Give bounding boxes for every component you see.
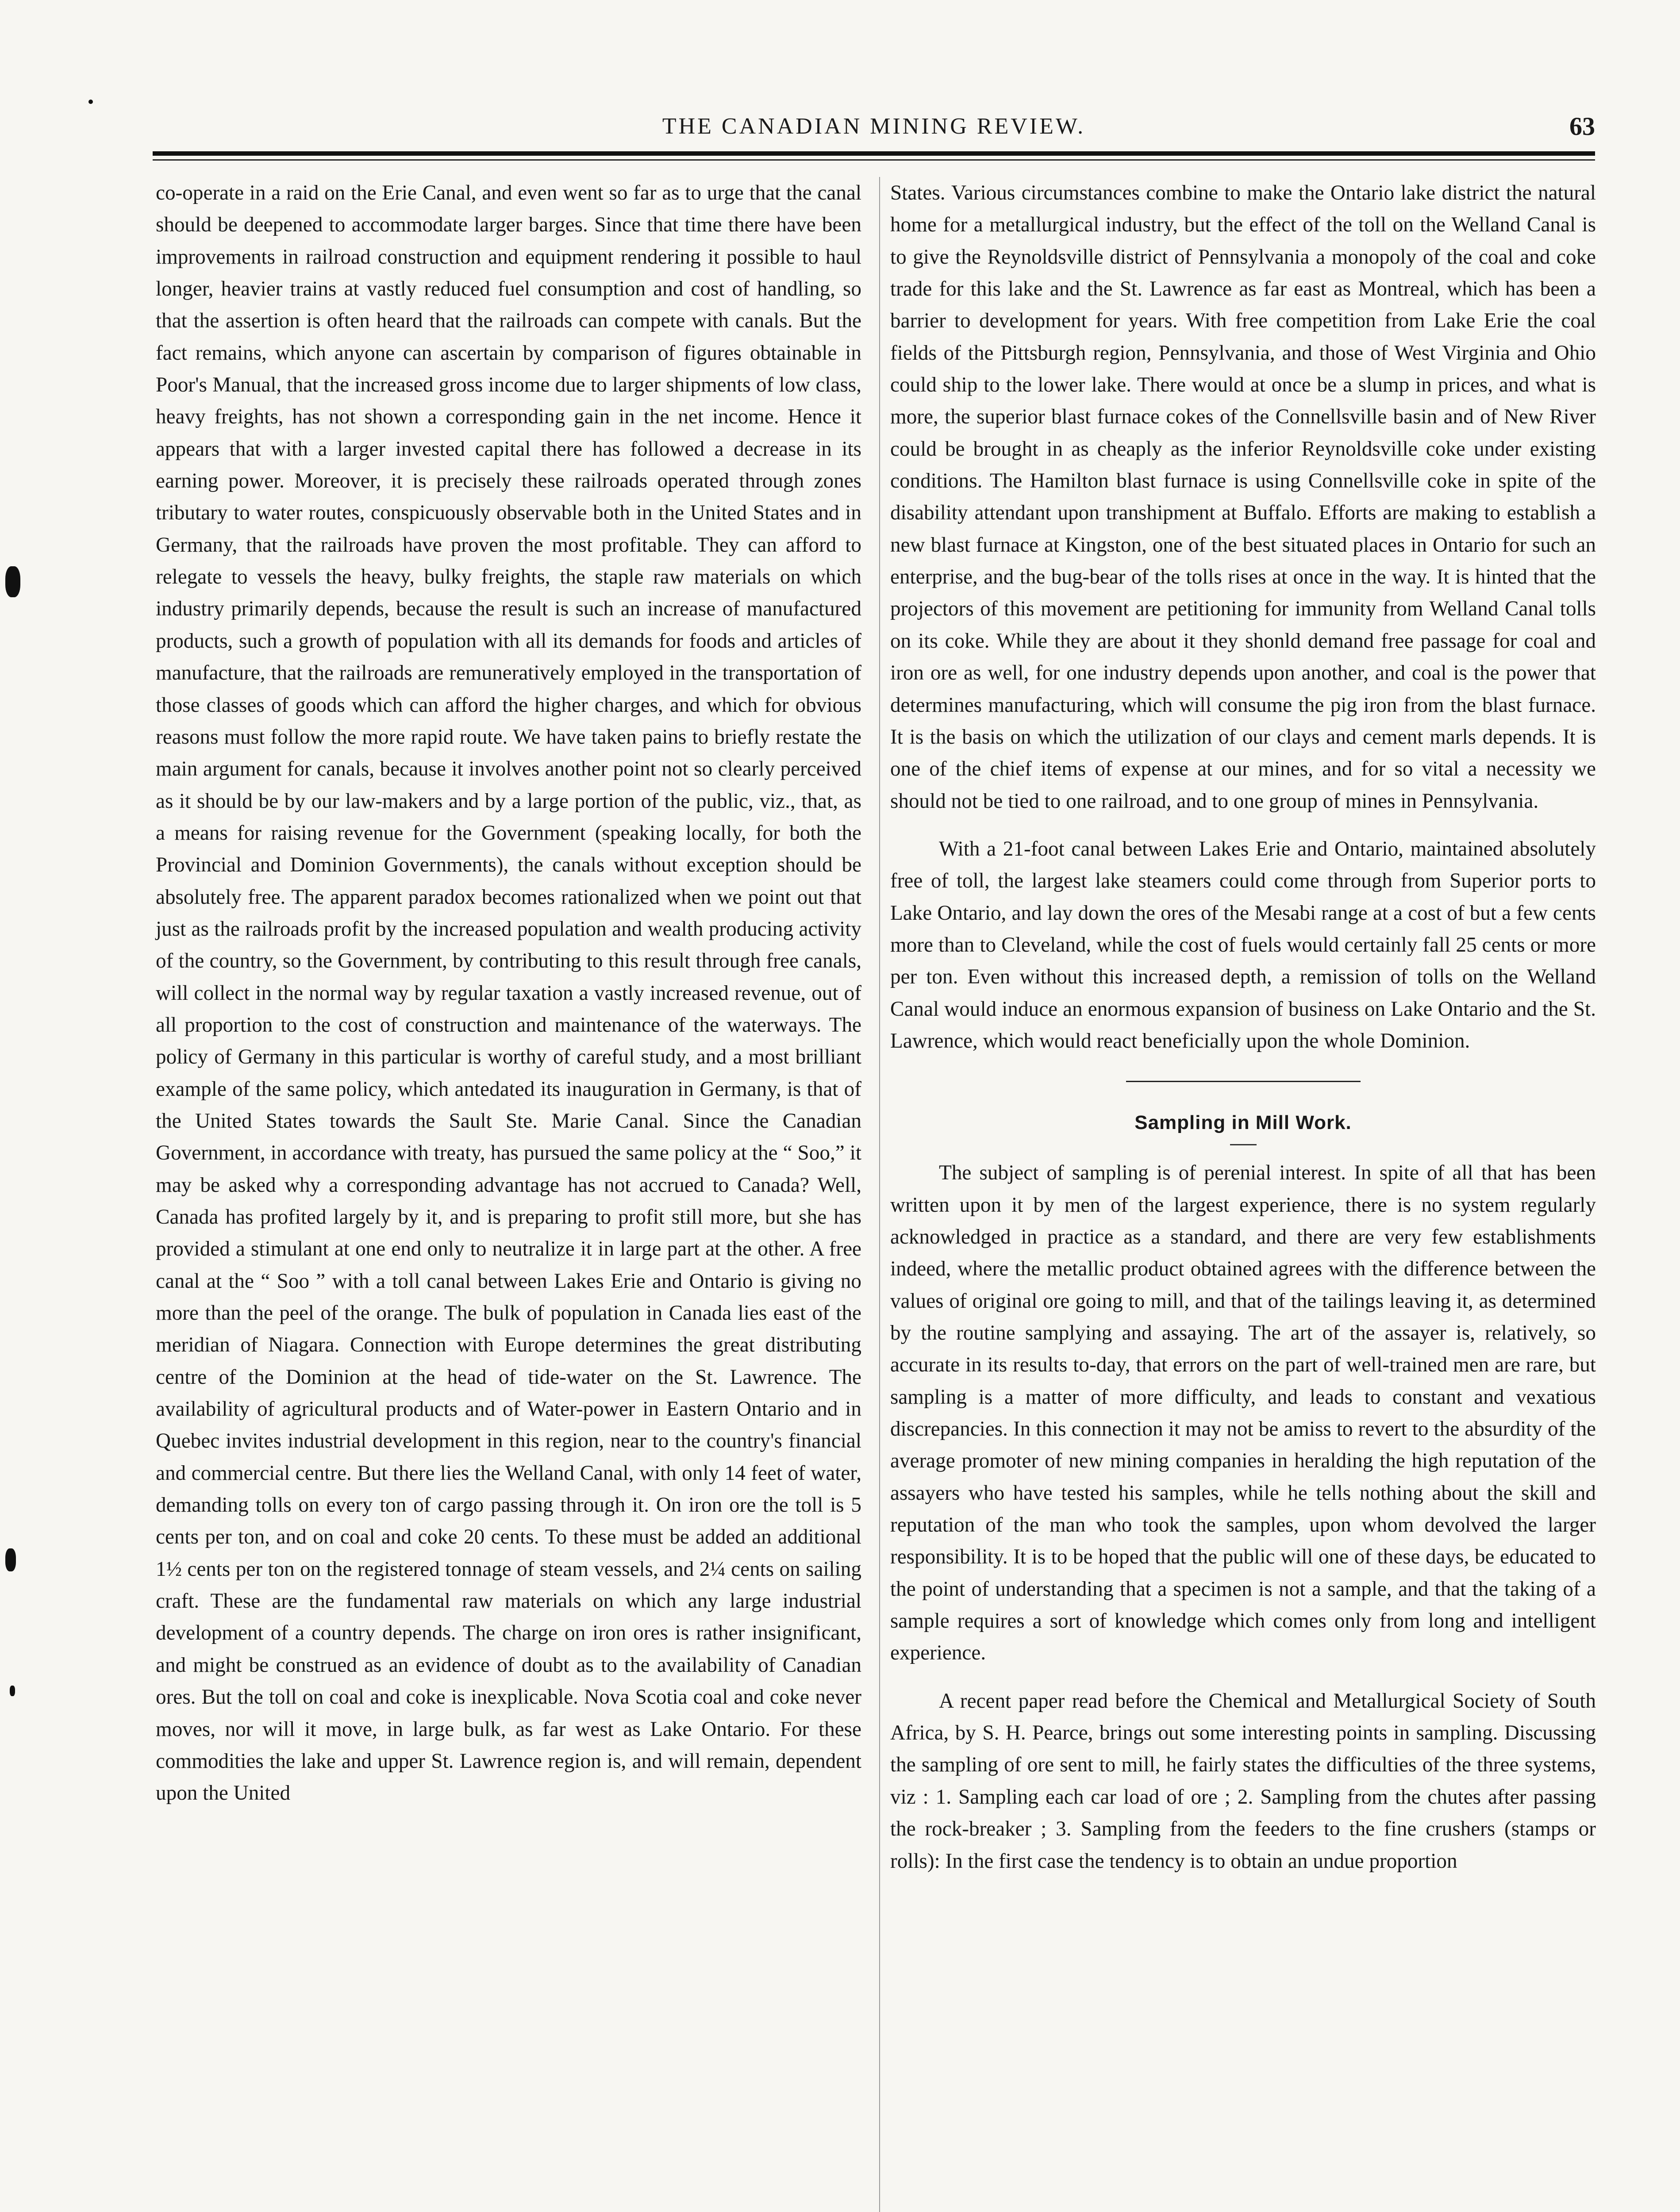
left-column: [156, 177, 861, 1809]
right-paragraph-1: States. Various circumstances combine to make the Ontario lake district the natural home for a metallurgical industry, but the effect of the toll on the Welland Canal is to give the Reynoldsville district of Pennsylvania a monopoly of the coal and coke trade for this lake and the St. Lawrence as far east as Montreal, which has been a barrier to development for years. With free competition from Lake Erie the coal fields of the Pittsburgh region, Pennsylvania, and those of West Virginia and Ohio could ship to the lower lake. There would at once be a slump in prices, and what is more, the superior blast furnace cokes of the Connellsville basin and of New River could be brought in as cheaply as the inferior Reynoldsville coke under existing conditions. The Hamilton blast furnace is using Connellsville coke in spite of the disability attendant upon transhipment at Buffalo. Efforts are making to establish a new blast furnace at Kingston, one of the best situated places in Ontario for such an enterprise, and the bug-bear of the tolls rises at once in the way. It is hinted that the projectors of this movement are petitioning for immunity from Welland Canal tolls on its coke. While they are about it they shonld demand free passage for coal and iron ore as well, for one industry depends upon another, and coal is the power that determines manufacturing, which will consume the pig iron from the blast furnace. It is the basis on which the utilization of our clays and cement marls depends. It is one of the chief items of expense at our mines, and for so vital a necessity we should not be tied to one railroad, and to one group of mines in Pennsylvania.: [890, 181, 1596, 813]
header-rule-thick: [153, 151, 1595, 156]
section-divider: [1126, 1081, 1361, 1082]
right-paragraph-3: The subject of sampling is of perenial interest. In spite of all that has been written upon it by men of the largest experience, there is no system regularly acknowledged in practice as a standard, and there are very few establishments indeed, where the metallic product obtained agrees with the difference between the values of original ore going to mill, and that of the tailings leaving it, as determined by the routine samplying and assaying. The art of the assayer is, relatively, so accurate in its results to-day, that errors on the part of well-trained men are rare, but sampling is a matter of more difficulty, and leads to constant and vexatious discrepancies. In this connection it may not be amiss to revert to the absurdity of the average promoter of new mining companies in heralding the high reputation of the assayers who have tested his samples, while he tells nothing about the skill and reputation of the man who took the samples, upon whom devolved the larger responsibility. It is to be hoped that the public will one of these days, be educated to the point of understanding that a specimen is not a sample, and that the taking of a sample requires a sort of knowledge which comes only from long and intelligent experience.: [890, 1161, 1596, 1665]
margin-mark-2: [5, 566, 20, 597]
header-rule-thin: [153, 159, 1595, 161]
section-title: Sampling in Mill Work.: [1134, 1112, 1352, 1134]
left-paragraph-1: co-operate in a raid on the Erie Canal, and even went so far as to urge that the canal should be deepened to accommodate larger barges. Since that time there have been improvements in railroad construction and equipment rendering it possible to haul longer, heavier trains at vastly reduced fuel consumption and cost of handling, so that the assertion is often heard that the railroads can compete with canals. But the fact remains, which anyone can ascertain by comparison of figures obtainable in Poor's Manual, that the increased gross income due to larger shipments of low class, heavy freights, has not shown a corresponding gain in the net income. Hence it appears that with a larger invested capital there has followed a decrease in its earning power. Moreover, it is precisely these railroads operated through zones tributary to water routes, conspicuously observable both in the United States and in Germany, that the railroads have proven the most profitable. They can afford to relegate to vessels the heavy, bulky freights, the staple raw materials on which industry primarily depends, because the result is such an increase of manufactured products, such a growth of population with all its demands for foods and articles of manufacture, that the railroads are remuneratively employed in the transportation of those classes of goods which can afford the higher charges, and which for obvious reasons must follow the more rapid route. We have taken pains to briefly restate the main argument for canals, because it involves another point not so clearly perceived as it should be by our law-makers and by a large portion of the public, viz., that, as a means for raising revenue for the Government (speaking locally, for both the Provincial and Dominion Governments), the canals without exception should be absolutely free. The apparent paradox becomes rationalized when we point out that just as the railroads profit by the increased population and wealth producing activity of the country, so the Government, by contributing to this result through free canals, will collect in the normal way by regular taxation a vastly increased revenue, out of all proportion to the cost of construction and maintenance of the waterways. The policy of Germany in this particular is worthy of careful study, and a most brilliant example of the same policy, which antedated its inauguration in Germany, is that of the United States towards the Sault Ste. Marie Canal. Since the Canadian Government, in accordance with treaty, has pursued the same policy at the “ Soo,” it may be asked why a corresponding advantage has not accrued to Canada? Well, Canada has profited largely by it, and is preparing to profit still more, but she has provided a stimulant at one end only to neutralize it in large part at the other. A free canal at the “ Soo ” with a toll canal between Lakes Erie and Ontario is giving no more than the peel of the orange. The bulk of population in Canada lies east of the meridian of Niagara. Connection with Europe determines the great distributing centre of the Dominion at the head of tide-water on the St. Lawrence. The availability of agricultural products and of Water-power in Eastern Ontario and in Quebec invites industrial development in this region, near to the country's financial and commercial centre. But there lies the Welland Canal, with only 14 feet of water, demanding tolls on every ton of cargo passing through it. On iron ore the toll is 5 cents per ton, and on coal and coke 20 cents. To these must be added an additional 1½ cents per ton on the registered tonnage of steam vessels, and 2¼ cents on sailing craft. These are the fundamental raw materials on which any large industrial development of a country depends. The charge on iron ores is rather insignificant, and might be construed as an evidence of doubt as to the availability of Canadian ores. But the toll on coal and coke is inexplicable. Nova Scotia coal and coke never moves, nor will it move, in large bulk, as far west as Lake Ontario. For these commodities the lake and upper St. Lawrence region is, and will remain, dependent upon the United: [156, 181, 861, 1805]
right-paragraph-4: A recent paper read before the Chemical and Metallurgical Society of South Africa, by S. H. Pearce, brings out some interesting points in sampling. Discussing the sampling of ore sent to mill, he fairly states the difficulties of the three systems, viz : 1. Sampling each car load of ore ; 2. Sampling from the chutes after passing the rock-breaker ; 3. Sampling from the feeders to the fine crushers (stamps or rolls): In the first case the tendency is to obtain an undue proportion: [890, 1689, 1596, 1873]
running-head: THE CANADIAN MINING REVIEW.: [662, 114, 1086, 139]
margin-mark-3: [5, 1548, 16, 1571]
column-divider: [879, 177, 880, 2212]
right-column: [890, 177, 1596, 1877]
right-paragraph-2: With a 21-foot canal between Lakes Erie and Ontario, maintained absolutely free of toll, the largest lake steamers could come through from Superior ports to Lake Ontario, and lay down the ores of the Mesabi range at a cost of but a few cents more than to Cleveland, while the cost of fuels would certainly fall 25 cents or more per ton. Even without this increased depth, a remission of tolls on the Welland Canal would induce an enormous expansion of business on Lake Ontario and the St. Lawrence, which would react beneficially upon the whole Dominion.: [890, 837, 1596, 1052]
title-dash: [1230, 1144, 1257, 1145]
page-header: [153, 105, 1595, 154]
margin-mark-1: [88, 100, 93, 104]
margin-mark-4: [10, 1686, 15, 1696]
page-number: 63: [1569, 112, 1595, 141]
